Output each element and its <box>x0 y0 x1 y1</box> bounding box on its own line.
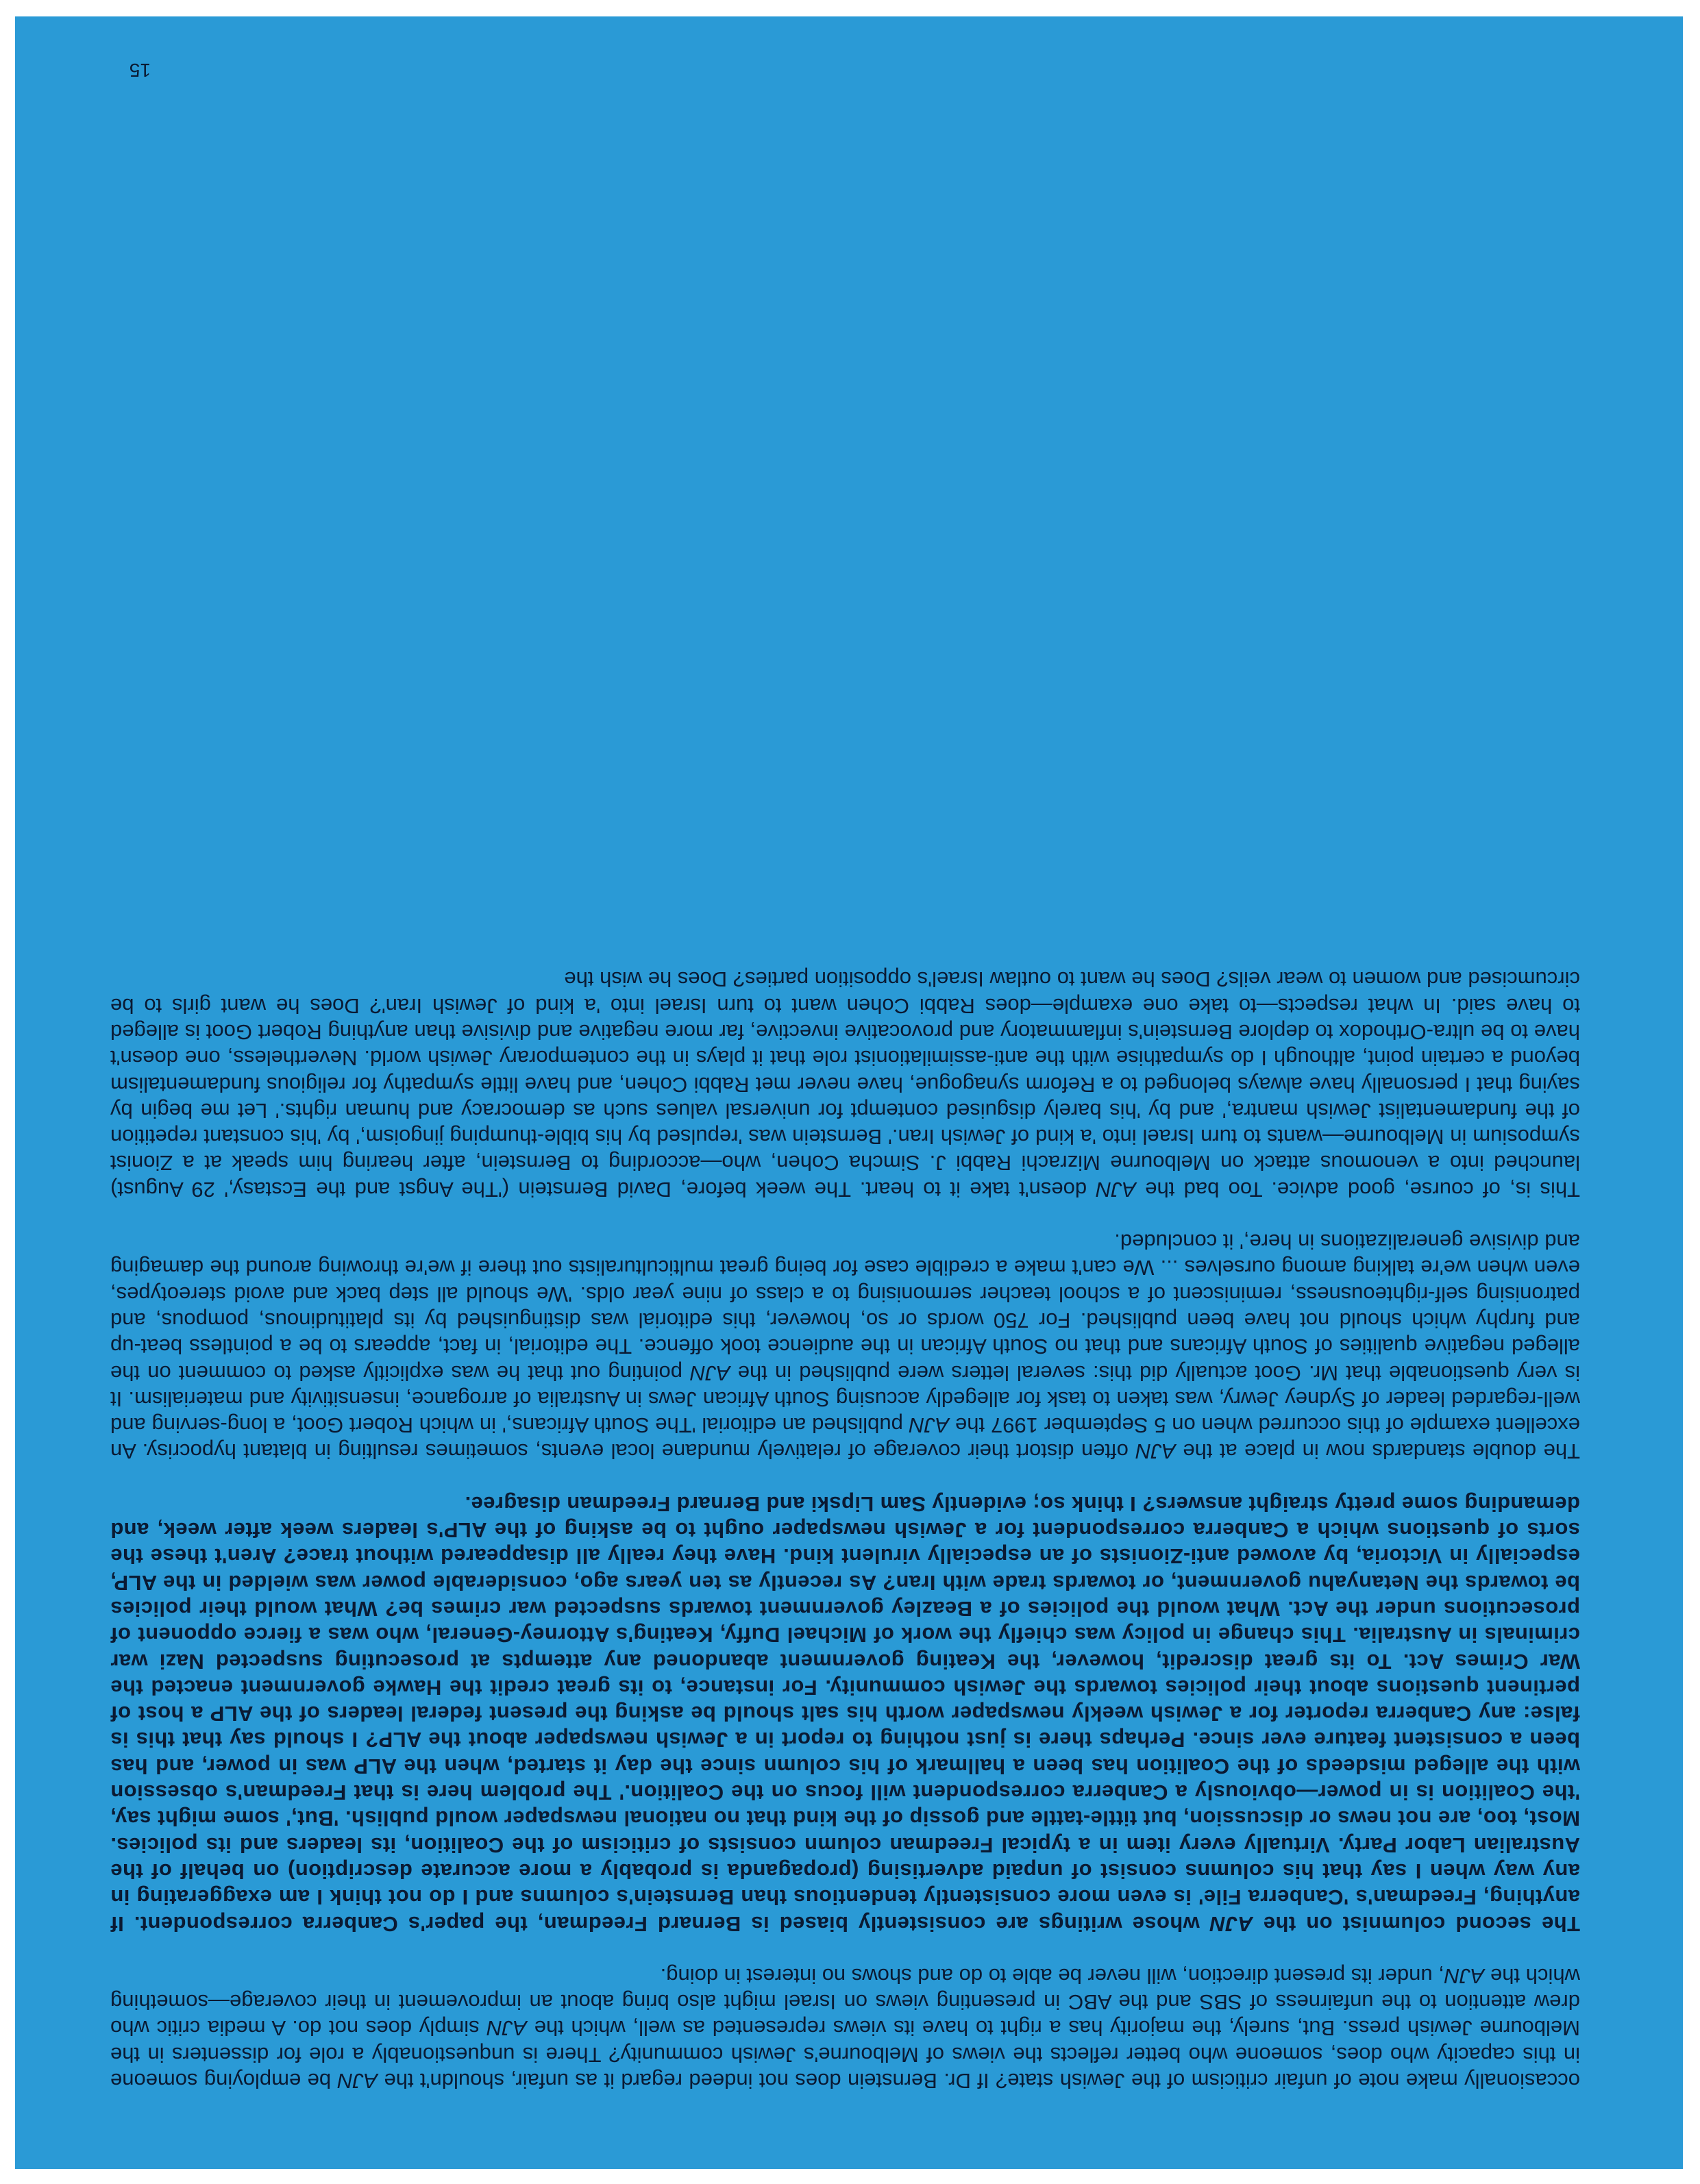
page-content-rotated <box>15 16 1683 2169</box>
ajn-abbrev: AJN <box>1096 1177 1136 1202</box>
ajn-abbrev: AJN <box>337 2069 378 2093</box>
blue-page <box>15 16 1683 2169</box>
ajn-abbrev: AJN <box>1209 1911 1253 1936</box>
paragraph-2: The second columnist on the AJN whose writings are consistently biased is Bernard Freedman, the paper's Canberra correspondent. If anything, Freedman's 'Canberra File' is even more consistently tendentious than Bernstein's columns and I do not think I am exaggerating in any way when I say that his columns consist of unpaid advertising (propaganda is probably a more accurate description) on behalf of the Australian Labor Party. Virtually every item in a typical Freedman column consists of criticism of the Coalition, its leaders and its policies. Most, too, are not news or discussion, but tittle-tattle and gossip of the kind that no national newspaper would publish. 'But,' some might say, 'the Coalition is in power—obviously a Canberra correspondent will focus on the Coalition.' The problem here is that Freedman's obsession with the alleged misdeeds of the Coalition has been a hallmark of his column since the day it started, when the ALP was in power, and has been a consistent feature ever since. Perhaps there is just nothing to report in a Jewish newspaper about the ALP? I should say that this is false: any Canberra reporter for a Jewish weekly newspaper worth his salt should be asking the present federal leaders of the ALP a host of pertinent questions about their policies towards the Jewish community. For instance, to its great credit the Hawke government enacted the War Crimes Act. To its great discredit, however, the Keating government abandoned any attempts at prosecuting suspected Nazi war criminals in Australia. This change in policy was chiefly the work of Michael Duffy, Keating's Attorney-General, who was a fierce opponent of prosecutions under the Act. What would the policies of a Beazley government towards suspected war crimes be? What would their policies be towards the Netanyahu government, or towards trade with Iran? As recently as ten years ago, considerable power was wielded in the ALP, especially in Victoria, by avowed anti-Zionists of an especially virulent kind. Have they really all disappeared without trace? Aren't these the sorts of questions which a Canberra correspondent for a Jewish newspaper ought to be asking of the ALP's leaders week after week, and demanding some pretty straight answers? I think so; evidently Sam Lipski and Bernard Freedman disagree. <box>110 1491 1580 1936</box>
ajn-abbrev: AJN <box>486 2016 527 2041</box>
paragraph-1: occasionally make note of unfair criticism of the Jewish state? If Dr. Bernstein does not indeed regard it as unfair, shouldn't the AJN be employing someone in this capacity who does, someone who better reflects the views of Melbourne's Jewish community? There is unquestionably a role for dissenters in the Melbourne Jewish press. But, surely, the majority has a right to have its views represented as well, which the AJN simply does not do. A media critic who drew attention to the unfairness of SBS and the ABC in presenting views on Israel might also bring about an improvement in their coverage—something which the AJN, under its present direction, will never be able to do and shows no interest in doing. <box>110 1963 1580 2093</box>
page-number: 15 <box>129 60 151 81</box>
ajn-abbrev: AJN <box>909 1413 950 1438</box>
paragraph-3: The double standards now in place at the AJN often distort their coverage of relatively mundane local events, sometimes resulting in blatant hypocrisy. An excellent example of this occurred when on 5 September 1997 the AJN published an editorial 'The South Africans,' in which Robert Goot, a long-serving and well-regarded leader of Sydney Jewry, was taken to task for allegedly accusing South African Jews in Australia of arrogance, insensitivity and materialism. It is very questionable that Mr. Goot actually did this: several letters were published in the AJN pointing out that he was explicitly asked to comment on the alleged negative qualities of South Africans and that no South African in the audience took offence. The editorial, in fact, appears to be a pointless beat-up and furphy which should not have been published. For 750 words or so, however, this editorial was distinguished by its platitudinous, pompous, and patronising self-righteousness, reminiscent of a school teacher sermonising to a class of nine year olds. 'We should all step back and avoid stereotypes, even when we're talking among ourselves ... We can't make a credible case for being great multiculturalists out there if we're throwing around the damaging and divisive generalizations in here,' it concluded. <box>110 1230 1580 1464</box>
ajn-abbrev: AJN <box>1135 1439 1176 1464</box>
ajn-abbrev: AJN <box>1444 1963 1485 1988</box>
paragraph-4: This is, of course, good advice. Too bad the AJN doesn't take it to heart. The week before, David Bernstein ('The Angst and the Ecstasy,' 29 August) launched into a venomous attack on Melbourne Mizrachi Rabbi J. Simcha Cohen, who—according to Bernstein, after hearing him speak at a Zionist symposium in Melbourne—wants to turn Israel into 'a kind of Jewish Iran.' Bernstein was 'repulsed by his bible-thumping jingoism,' by 'his constant repetition of the fundamentalist Jewish mantra,' and by 'his barely disguised contempt for universal values such as democracy and human rights.' Let me begin by saying that I personally have always belonged to a Reform synagogue, have never met Rabbi Cohen, and have little sympathy for religious fundamentalism beyond a certain point, although I do sympathise with the anti-assimilationist role that it plays in the contemporary Jewish world. Nevertheless, one doesn't have to be ultra-Orthodox to deplore Bernstein's inflammatory and provocative invective, far more negative and divisive than anything Robert Goot is alleged to have said. In what respects—to take one example—does Rabbi Cohen want to turn Israel into 'a kind of Jewish Iran'? Does he want girls to be circumcised and women to wear veils? Does he want to outlaw Israel's opposition parties? Does he wish the <box>110 967 1580 1202</box>
article-body <box>110 940 1580 2094</box>
ajn-abbrev: AJN <box>690 1361 730 1385</box>
